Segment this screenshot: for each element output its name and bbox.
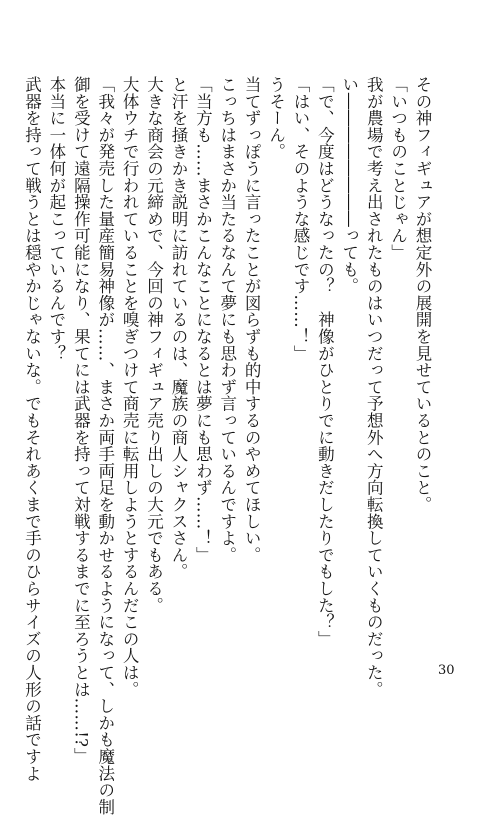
text-line: 「いつものことじゃん」	[388, 76, 408, 261]
text-line: 我が農場で考え出されたものはいつだって予想外へ方向転換していくものだった。	[364, 76, 384, 698]
text-line: こっちはまさか当たるなんて夢にも思わず言っているんですよ。	[217, 76, 237, 564]
text-line: と汗を掻きかき説明に訪れているのは、魔族の商人シャクスさん。	[168, 76, 188, 580]
text-line: 「はい、そのような感じです……！」	[290, 76, 310, 362]
text-line: い――――――――っても。	[339, 76, 359, 295]
text-line: 「我々が発売した量産簡易神像が……、まさか両手両足を動かせるようになって、しかも魔法の制	[95, 76, 115, 815]
text-line: 当てずっぽうに言ったことが図らずも的中するのやめてほしい。	[242, 76, 262, 564]
text-line: 「で、今度はどうなったの？ 神像がひとりでに動きだしたりでもした？」	[315, 76, 335, 648]
vertical-text-body	[19, 76, 434, 815]
text-line: 大体ウチで行われていることを嗅ぎつけて商売に転用しようとするんだこの人は。	[120, 76, 140, 698]
text-line: 本当に一体何が起こっているんです？	[46, 76, 66, 362]
page-number: 30	[438, 663, 455, 678]
text-line: 「当方も……まさかこんなことになるとは夢にも思わず……！」	[193, 76, 213, 564]
text-line: 武器を持って戦うとは穏やかじゃないな。でもそれあくまで手のひらサイズの人形の話ですよ	[22, 76, 42, 782]
text-line: うそーん。	[266, 76, 286, 160]
text-line: 大きな商会の元締めで、今回の神フィギュア売り出しの大元でもある。	[144, 76, 164, 614]
text-line: その神フィギュアが想定外の展開を見せているとのこと。	[413, 76, 432, 513]
text-line: 御を受けて遠隔操作可能になり、果てには武器を持って対戦するまでに至ろうとは……!?」	[71, 76, 91, 765]
